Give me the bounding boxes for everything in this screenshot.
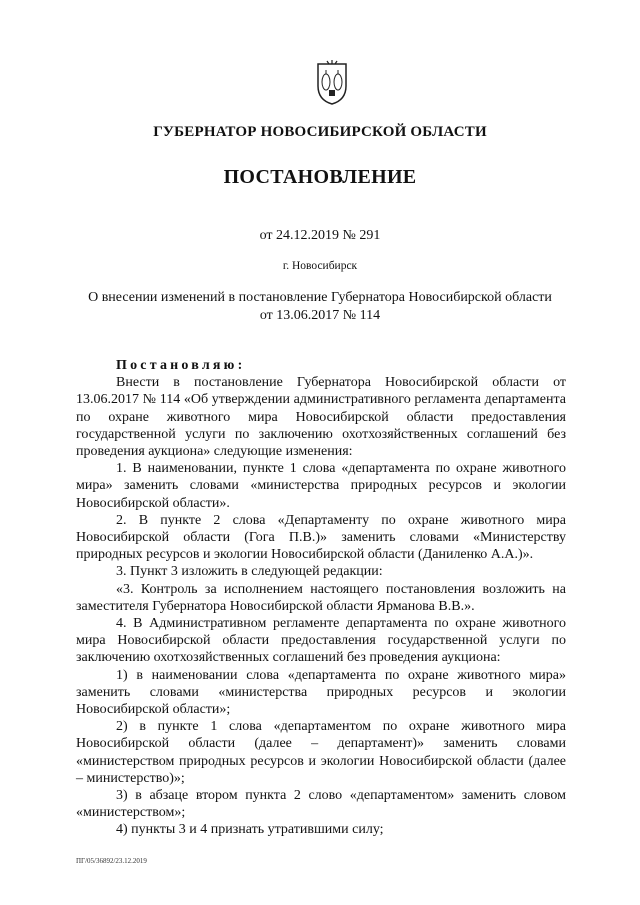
body-paragraph: 4) пункты 3 и 4 признать утратившими силу; — [116, 822, 384, 838]
document-body — [76, 357, 566, 839]
body-paragraph: «3. Контроль за исполнением настоящего постановления возложить на заместителя Губернатора Новосибирской области Ярманова В.В.». — [76, 581, 566, 614]
body-paragraph: 2) в пункте 1 слова «департаментом по охране животного мира Новосибирской области (далее – департамент)» заменить словами «министерством природных ресурсов и экологии Новосибирской области (далее – министерство)»; — [76, 719, 566, 786]
issuing-authority: ГУБЕРНАТОР НОВОСИБИРСКОЙ ОБЛАСТИ — [153, 124, 487, 140]
subject-line-2: от 13.06.2017 № 114 — [259, 308, 381, 323]
decree-colon: : — [237, 358, 243, 373]
body-paragraph: 3) в абзаце втором пункта 2 слово «департаментом» заменить словом «министерством»; — [76, 788, 566, 821]
coat-of-arms-icon — [315, 60, 349, 106]
document-type-title: ПОСТАНОВЛЕНИЕ — [223, 166, 417, 188]
subject-line-1: О внесении изменений в постановление Губернатора Новосибирской области — [88, 290, 552, 305]
document-footer-code: ПГ/05/36892/23.12.2019 — [76, 857, 147, 865]
body-paragraph: 1. В наименовании, пункте 1 слова «департамента по охране животного мира» заменить словами «министерства природных ресурсов и экологии Новосибирской области». — [76, 461, 566, 511]
body-paragraph: Внести в постановление Губернатора Новосибирской области от 13.06.2017 № 114 «Об утверждении административного регламента департамента по охране животного мира Новосибирской области предоставления государственной услуги по заключению охотхозяйственных соглашений без проведения аукциона» следующие изменения: — [76, 375, 566, 460]
decree-word: Постановляю — [116, 358, 238, 373]
body-paragraph: 3. Пункт 3 изложить в следующей редакции: — [116, 564, 383, 580]
body-paragraph: 1) в наименовании слова «департамента по охране животного мира» заменить словами «министерства природных ресурсов и экологии Новосибирской области»; — [76, 667, 566, 718]
date-and-number: от 24.12.2019 № 291 — [259, 228, 381, 243]
city-line: г. Новосибирск — [282, 260, 358, 272]
decree-heading — [76, 357, 566, 374]
body-paragraph: 4. В Административном регламенте департамента по охране животного мира Новосибирской области предоставления государственной услуги по заключению охотхозяйственных соглашений без проведения аукциона: — [76, 616, 566, 666]
body-paragraph: 2. В пункте 2 слова «Департаменту по охране животного мира Новосибирской области (Гога П.В.)» заменить словами «Министерству природных ресурсов и экологии Новосибирской области (Даниленко А.А.)». — [76, 512, 566, 563]
document-subject — [70, 289, 570, 325]
